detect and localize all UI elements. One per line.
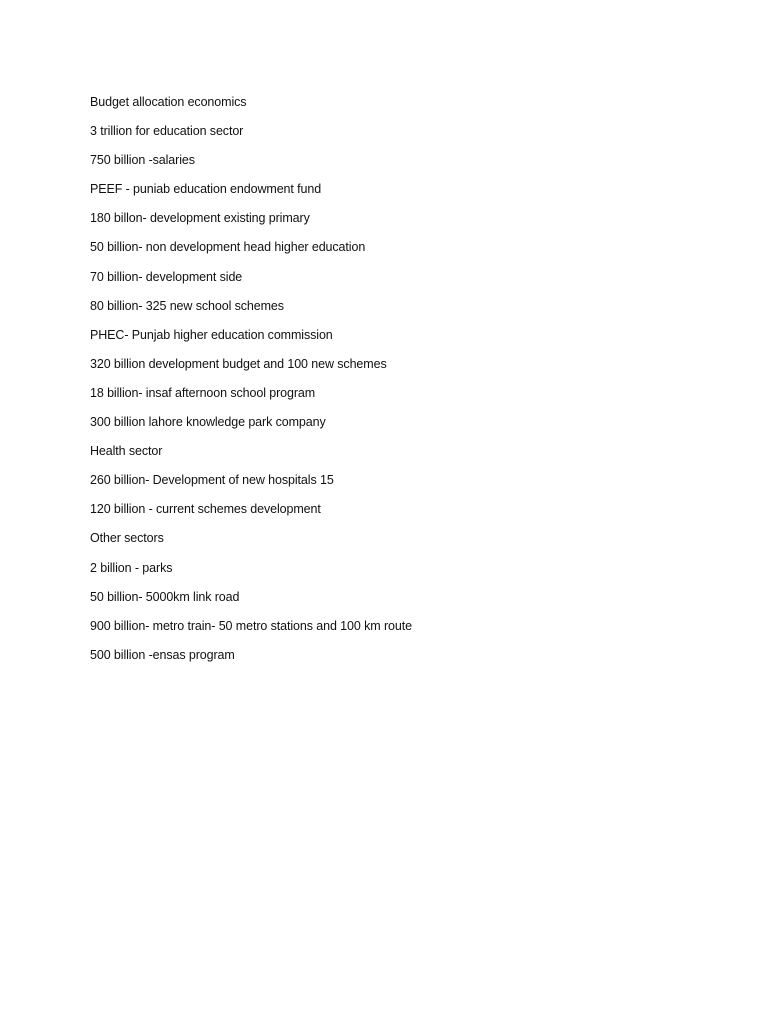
document-line: Budget allocation economics [90,95,247,109]
document-line: PEEF - puniab education endowment fund [90,182,322,197]
document-line: 180 billon- development existing primary [90,211,310,226]
document-line: 50 billion- non development head higher education [90,240,366,255]
document-line: 3 trillion for education sector [90,124,244,139]
document-line: 750 billion -salaries [90,153,195,168]
section-heading-health: Health sector [90,444,163,459]
document-line: 900 billion- metro train- 50 metro stations and 100 km route [90,618,412,633]
document-line: 18 billion- insaf afternoon school program [90,385,316,400]
document-line: 2 billion - parks [90,560,173,575]
document-line: 300 billion lahore knowledge park company [90,415,326,430]
document-line: 120 billion - current schemes development [90,502,321,517]
section-heading-other: Other sectors [90,531,164,546]
document-line: 500 billion -ensas program [90,647,235,662]
document-line: 320 billion development budget and 100 new schemes [90,356,387,371]
document-text-lines [90,91,730,673]
document-line: PHEC- Punjab higher education commission [90,327,333,342]
document-line: 260 billion- Development of new hospitals 15 [90,473,334,488]
document-line: 50 billion- 5000km link road [90,589,240,604]
document-line: 70 billion- development side [90,269,243,284]
document-line: 80 billion- 325 new school schemes [90,298,284,313]
